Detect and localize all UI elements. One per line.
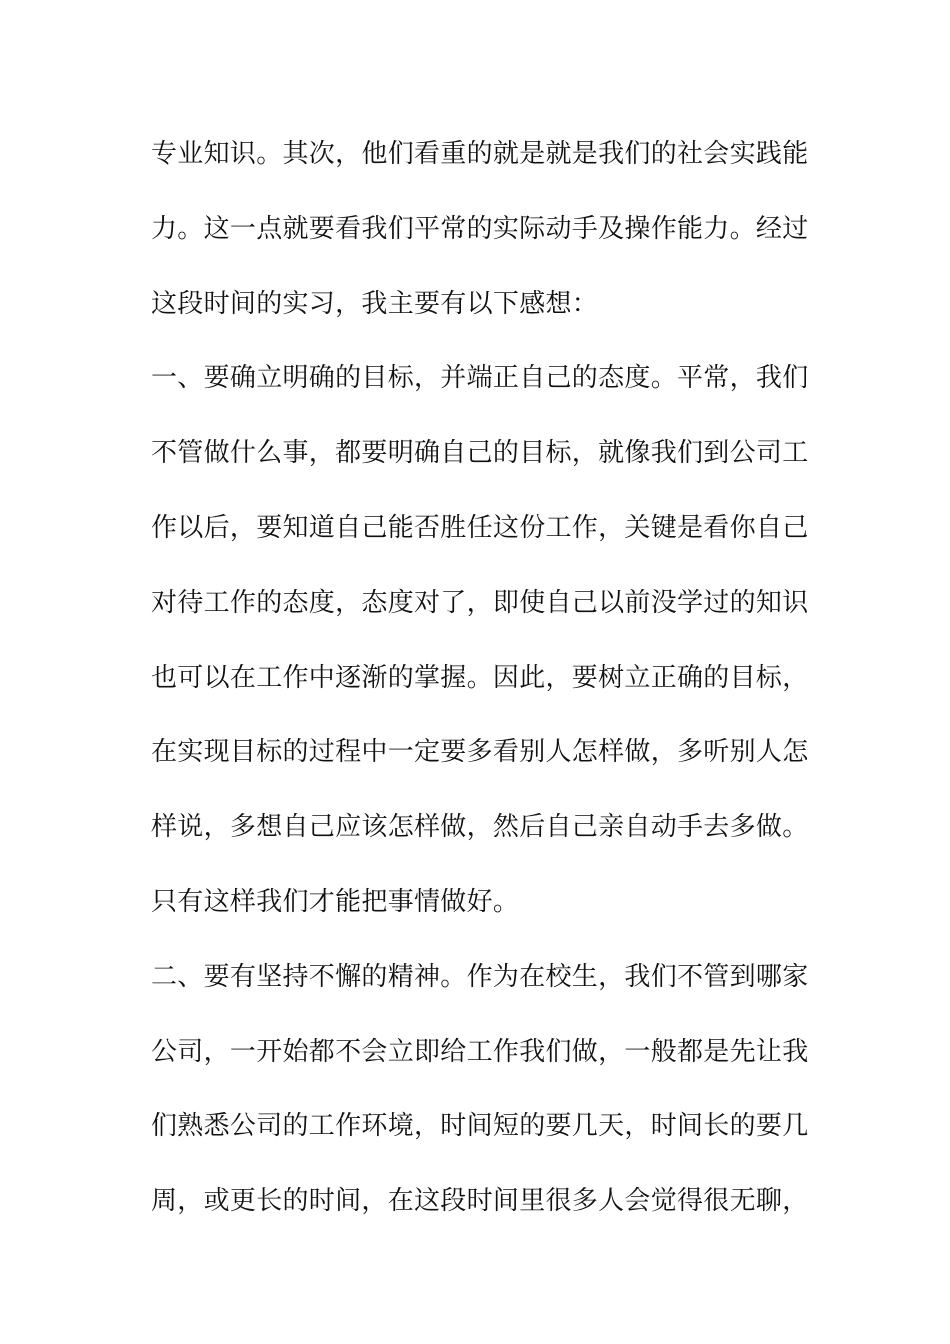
text-line-4: 一、要确立明确的目标，并端正自己的态度。平常，我们: [151, 363, 809, 394]
text-line-13: 公司，一开始都不会立即给工作我们做，一般都是先让我: [151, 1036, 809, 1067]
text-line-12: 二、要有坚持不懈的精神。作为在校生，我们不管到哪家: [151, 961, 809, 992]
text-line-1: 专业知识。其次，他们看重的就是就是我们的社会实践能: [151, 139, 809, 169]
text-line-8: 也可以在工作中逐渐的掌握。因此，要树立正确的目标，: [151, 662, 809, 693]
text-line-6: 作以后，要知道自己能否胜任这份工作，关键是看你自己: [151, 512, 809, 543]
text-line-11: 只有这样我们才能把事情做好。: [151, 886, 520, 917]
text-line-3: 这段时间的实习，我主要有以下感想：: [151, 288, 599, 319]
text-line-7: 对待工作的态度，态度对了，即使自己以前没学过的知识: [151, 587, 809, 618]
body-text: [151, 126, 811, 1248]
text-line-15: 周，或更长的时间，在这段时间里很多人会觉得很无聊，: [151, 1186, 809, 1217]
text-line-10: 样说，多想自己应该怎样做，然后自己亲自动手去多做。: [151, 812, 809, 843]
text-line-2: 力。这一点就要看我们平常的实际动手及操作能力。经过: [151, 213, 809, 244]
text-line-5: 不管做什么事，都要明确自己的目标，就像我们到公司工: [151, 438, 809, 469]
text-line-14: 们熟悉公司的工作环境，时间短的要几天，时间长的要几: [151, 1111, 809, 1142]
text-line-9: 在实现目标的过程中一定要多看别人怎样做，多听别人怎: [151, 737, 809, 768]
